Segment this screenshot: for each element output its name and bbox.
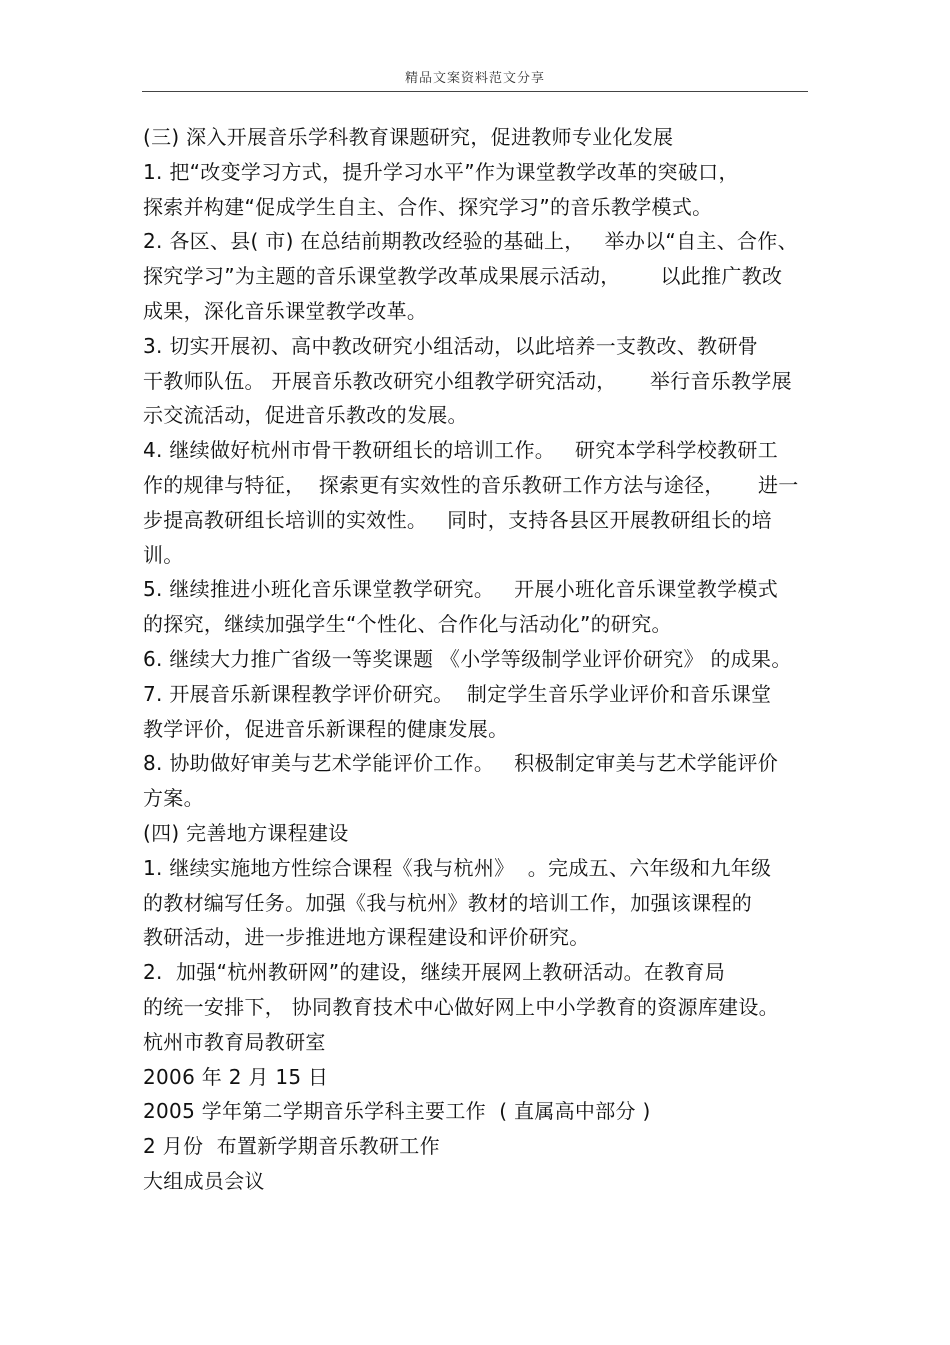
text-line: 的探究，继续加强学生“个性化、合作化与活动化”的研究。 [143, 612, 672, 637]
text-line: 教学评价，促进音乐新课程的健康发展。 [143, 716, 509, 741]
text-line: 4. 继续做好杭州市骨干教研组长的培训工作。 研究本学科学校教研工 [143, 438, 779, 463]
text-line: 2006 年 2 月 15 日 [143, 1064, 329, 1089]
text-line: 训。 [143, 542, 184, 567]
text-line: 7. 开展音乐新课程教学评价研究。 制定学生音乐学业评价和音乐课堂 [143, 681, 772, 706]
text-line: 方案。 [143, 786, 204, 811]
text-line: 的教材编写任务。加强《我与杭州》教材的培训工作，加强该课程的 [143, 890, 752, 915]
text-line: 成果，深化音乐课堂教学改革。 [143, 298, 428, 323]
text-line: 干教师队伍。 开展音乐教改研究小组教学研究活动， 举行音乐教学展 [143, 368, 792, 393]
text-line: 6. 继续大力推广省级一等奖课题 《小学等级制学业评价研究》 的成果。 [143, 646, 792, 671]
text-line: 1. 把“改变学习方式，提升学习水平”作为课堂教学改革的突破口， [143, 159, 739, 184]
text-line: 探究学习”为主题的音乐课堂教学改革成果展示活动， 以此推广教改 [143, 264, 783, 289]
header-divider [142, 91, 808, 92]
text-line: 3. 切实开展初、高中教改研究小组活动，以此培养一支教改、教研骨 [143, 333, 759, 358]
text-line: 杭州市教育局教研室 [143, 1029, 326, 1054]
text-line: 5. 继续推进小班化音乐课堂教学研究。 开展小班化音乐课堂教学模式 [143, 577, 779, 602]
text-line: 2. 各区、县( 市) 在总结前期教改经验的基础上， 举办以“自主、合作、 [143, 229, 798, 254]
text-line: 8. 协助做好审美与艺术学能评价工作。 积极制定审美与艺术学能评价 [143, 751, 779, 776]
text-line: 大组成员会议 [143, 1168, 265, 1193]
text-line: 步提高教研组长培训的实效性。 同时，支持各县区开展教研组长的培 [143, 507, 772, 532]
text-line: 探索并构建“促成学生自主、合作、探究学习”的音乐教学模式。 [143, 194, 713, 219]
text-line: 2005 学年第二学期音乐学科主要工作 ( 直属高中部分 ) [143, 1099, 651, 1124]
document-body [143, 120, 823, 1199]
text-line: 示交流活动，促进音乐教改的发展。 [143, 403, 468, 428]
text-line: 的统一安排下， 协同教育技术中心做好网上中小学教育的资源库建设。 [143, 994, 779, 1019]
text-line: 2 月份 布置新学期音乐教研工作 [143, 1134, 440, 1159]
text-line: (三) 深入开展音乐学科教育课题研究，促进教师专业化发展 [143, 125, 674, 149]
text-line: 1. 继续实施地方性综合课程《我与杭州》 。完成五、六年级和九年级 [143, 855, 772, 880]
text-line: 作的规律与特征， 探索更有实效性的音乐教研工作方法与途径， 进一 [143, 472, 799, 497]
text-line: 2. 加强“杭州教研网”的建设，继续开展网上教研活动。在教育局 [143, 960, 726, 985]
page-header: 精品文案资料范文分享 [404, 71, 545, 86]
text-line: 教研活动，进一步推进地方课程建设和评价研究。 [143, 925, 590, 950]
text-line: (四) 完善地方课程建设 [143, 820, 349, 845]
